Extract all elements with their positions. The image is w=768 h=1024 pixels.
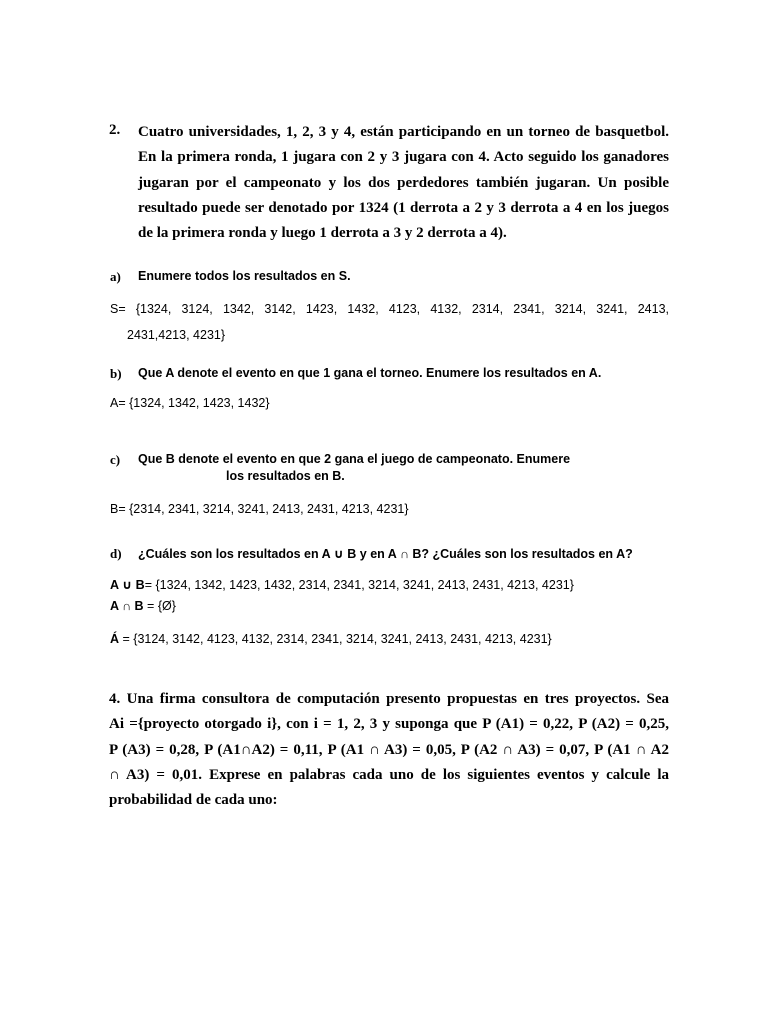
set-s-answer-line2: 2431,4213, 4231} <box>127 328 226 342</box>
problem-2-line: jugaran por el campeonato y los dos perdedores también jugaran. Un posible <box>138 174 669 191</box>
problem-4-statement <box>109 687 669 813</box>
part-c-question-line2: los resultados en B. <box>226 469 345 483</box>
problem-2-line: resultado puede ser denotado por 1324 (1 derrota a 2 y 3 derrota a 4 en los juegos <box>138 199 669 216</box>
complement-value: = {3124, 3142, 4123, 4132, 2314, 2341, 3214, 3241, 2413, 2431, 4213, 4231} <box>119 632 552 646</box>
problem-2-number: 2. <box>109 122 121 138</box>
part-c-label: c) <box>110 452 121 467</box>
part-c-question-line1: Que B denote el evento en que 2 gana el juego de campeonato. Enumere <box>138 452 571 466</box>
problem-4-line: ∩ A3) = 0,01. Exprese en palabras cada uno de los siguientes eventos y calcule la <box>109 766 669 783</box>
problem-4-line: Ai ={proyecto otorgado i}, con i = 1, 2, 3 y suponga que P (A1) = 0,22, P (A2) = 0,25, <box>109 716 669 733</box>
intersection-value: = {Ø} <box>143 599 176 613</box>
problem-4-line: 4. Una firma consultora de computación presento propuestas en tres proyectos. Sea <box>109 691 669 707</box>
problem-2-line: Cuatro universidades, 1, 2, 3 y 4, están participando en un torneo de basquetbol. <box>138 124 669 140</box>
set-b-answer: B= {2314, 2341, 3214, 3241, 2413, 2431, 4213, 4231} <box>110 502 409 516</box>
part-a-question: Enumere todos los resultados en S. <box>138 269 351 283</box>
problem-4-line: probabilidad de cada uno: <box>109 792 278 809</box>
complement-label: Á <box>110 632 120 646</box>
intersection-label: A ∩ B <box>110 599 144 613</box>
union-answer <box>110 577 574 592</box>
part-b-label: b) <box>110 366 122 381</box>
problem-2-line: En la primera ronda, 1 jugara con 2 y 3 jugara con 4. Acto seguido los ganadores <box>138 149 669 166</box>
set-s-answer-line1: S= {1324, 3124, 1342, 3142, 1423, 1432, 4123, 4132, 2314, 2341, 3214, 3241, 2413, <box>110 302 669 316</box>
set-a-answer: A= {1324, 1342, 1423, 1432} <box>110 396 270 410</box>
complement-answer <box>110 632 552 646</box>
problem-4-line: P (A3) = 0,28, P (A1∩A2) = 0,11, P (A1 ∩ A3) = 0,05, P (A2 ∩ A3) = 0,07, P (A1 ∩ A2 <box>109 741 669 758</box>
problem-2-line: de la primera ronda y luego 1 derrota a 3 y 2 derrota a 4). <box>138 225 507 242</box>
part-d-label: d) <box>110 546 122 561</box>
problem-2-statement <box>138 120 669 246</box>
part-a-label: a) <box>110 269 121 284</box>
part-d-question: ¿Cuáles son los resultados en A ∪ B y en A ∩ B? ¿Cuáles son los resultados en A? <box>138 547 633 561</box>
union-value: = {1324, 1342, 1423, 1432, 2314, 2341, 3214, 3241, 2413, 2431, 4213, 4231} <box>144 578 574 592</box>
part-b-question: Que A denote el evento en que 1 gana el torneo. Enumere los resultados en A. <box>138 366 602 380</box>
intersection-answer <box>110 599 176 613</box>
union-label: A ∪ B <box>110 578 145 592</box>
